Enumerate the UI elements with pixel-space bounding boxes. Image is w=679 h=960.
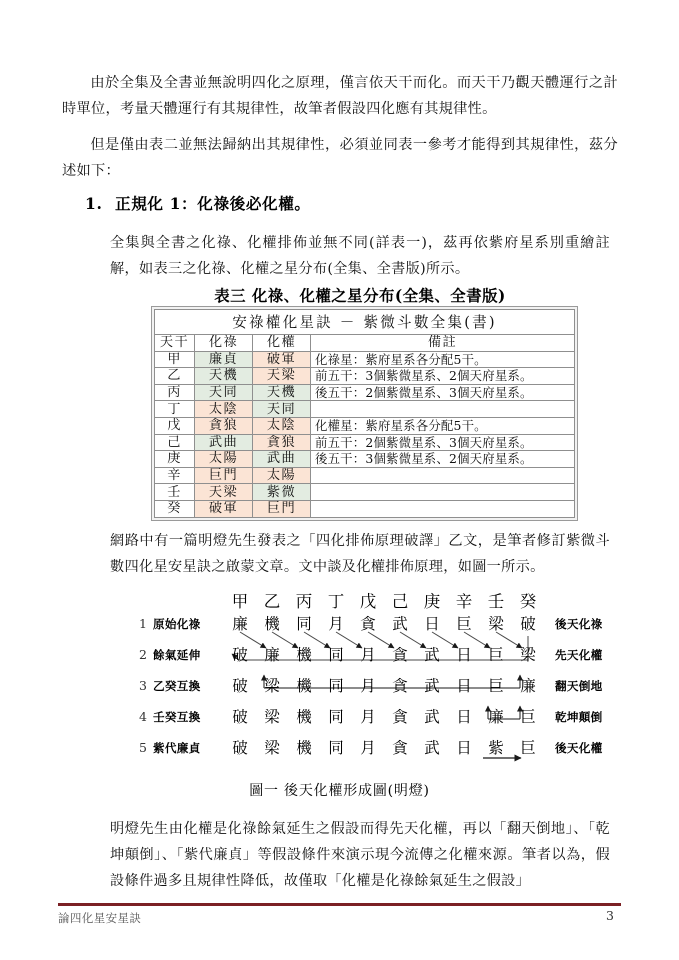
diagram-star-cell: 廉	[520, 677, 536, 695]
diagram-stem-label: 辛	[455, 592, 473, 611]
cell-hua-quan-star: 紫微	[253, 484, 311, 501]
diagram-star-cell: 月	[360, 708, 376, 726]
diagram-star-cell: 武	[424, 739, 440, 757]
cell-remark	[311, 401, 575, 418]
table-three-container	[151, 306, 578, 521]
diagram-star-cell: 日	[456, 677, 472, 695]
diagram-star-cell: 廉	[264, 646, 280, 664]
cell-heavenly-stem: 壬	[155, 484, 195, 501]
table-row	[155, 417, 575, 434]
diagram-row	[135, 738, 615, 764]
cell-hua-lu-star: 太陽	[195, 451, 253, 468]
diagram-star-cell: 日	[456, 646, 472, 664]
diagram-star-cell: 日	[456, 708, 472, 726]
diagram-star-cell: 巨	[488, 677, 504, 695]
diagram-row-label: 壬癸互換	[153, 710, 201, 724]
cell-hua-quan-star: 天同	[253, 401, 311, 418]
table-row	[155, 384, 575, 401]
diagram-stem-label: 丙	[295, 592, 313, 611]
column-header-quan: 化權	[253, 335, 311, 352]
diagram-star-cell: 同	[296, 615, 312, 633]
cell-heavenly-stem: 甲	[155, 351, 195, 368]
cell-hua-lu-star: 廉貞	[195, 351, 253, 368]
diagram-row	[135, 707, 615, 733]
diagram-star-cell: 貪	[392, 677, 408, 695]
diagram-stem-label: 庚	[423, 592, 441, 611]
table-caption-cell: 安祿權化星訣 － 紫微斗數全集(書)	[155, 310, 575, 335]
cell-hua-lu-star: 天同	[195, 384, 253, 401]
diagram-stem-label: 癸	[519, 592, 537, 611]
column-header-lu: 化祿	[195, 335, 253, 352]
cell-remark: 後五干：3個紫微星系、2個天府星系。	[311, 451, 575, 468]
table-row	[155, 500, 575, 517]
diagram-star-cell: 梁	[488, 615, 504, 633]
diagram-star-cell: 貪	[392, 646, 408, 664]
footer-page-number: 3	[606, 908, 614, 923]
cell-hua-quan-star: 天梁	[253, 368, 311, 385]
cell-hua-quan-star: 天機	[253, 384, 311, 401]
table-row	[155, 467, 575, 484]
list-item-label: 正規化 1：化祿後必化權。	[115, 194, 311, 213]
cell-heavenly-stem: 庚	[155, 451, 195, 468]
cell-hua-quan-star: 太陽	[253, 467, 311, 484]
cell-hua-lu-star: 天梁	[195, 484, 253, 501]
diagram-star-cell: 機	[296, 646, 312, 664]
cell-heavenly-stem: 丙	[155, 384, 195, 401]
diagram-star-cell: 武	[424, 708, 440, 726]
table-caption-row	[155, 310, 575, 335]
diagram-star-cell: 破	[232, 646, 248, 664]
diagram-star-cell: 廉	[232, 615, 248, 633]
diagram-star-cell: 月	[328, 615, 344, 633]
table-row	[155, 401, 575, 418]
diagram-row-result-label: 乾坤顛倒	[555, 710, 603, 724]
diagram-row	[135, 676, 615, 702]
cell-heavenly-stem: 癸	[155, 500, 195, 517]
cell-hua-quan-star: 破軍	[253, 351, 311, 368]
diagram-star-cell: 梁	[264, 708, 280, 726]
diagram-star-cell: 同	[328, 739, 344, 757]
diagram-row-index: 2	[139, 647, 147, 662]
diagram-star-cell: 巨	[520, 739, 536, 757]
diagram-row-label: 原始化祿	[153, 617, 201, 631]
table-header-row	[155, 335, 575, 352]
diagram-row-label: 紫代廉貞	[153, 741, 201, 755]
cell-hua-lu-star: 太陰	[195, 401, 253, 418]
diagram-row-label: 乙癸互換	[153, 679, 201, 693]
cell-remark: 前五干：2個紫微星系、3個天府星系。	[311, 434, 575, 451]
diagram-star-cell: 日	[456, 739, 472, 757]
cell-hua-lu-star: 貪狼	[195, 417, 253, 434]
cell-hua-quan-star: 貪狼	[253, 434, 311, 451]
cell-remark	[311, 484, 575, 501]
paragraph-intro-principle: 由於全集及全書並無說明四化之原理，僅言依天干而化。而天干乃觀天體運行之計時單位，考量天體運行有其規律性，故筆者假設四化應有其規律性。	[62, 75, 618, 117]
cell-hua-lu-star: 巨門	[195, 467, 253, 484]
list-item-number: 1.	[85, 194, 103, 213]
diagram-star-cell: 機	[296, 739, 312, 757]
cell-remark: 化權星：紫府星系各分配5干。	[311, 417, 575, 434]
diagram-star-cell: 紫	[488, 739, 504, 757]
diagram-star-cell: 機	[296, 677, 312, 695]
diagram-stem-label: 丁	[327, 592, 345, 611]
list-item-normalization-1	[85, 192, 605, 214]
diagram-stem-label: 乙	[263, 592, 281, 611]
table-row	[155, 434, 575, 451]
diagram-stem-label: 戊	[359, 592, 377, 611]
paragraph-table-three-intro: 全集與全書之化祿、化權排佈並無不同(詳表一)，茲再依紫府星系別重繪註解，如表三之化祿、化權之星分布(全集、全書版)所示。	[110, 235, 610, 277]
cell-hua-quan-star: 巨門	[253, 500, 311, 517]
diagram-row-index: 4	[139, 709, 147, 724]
diagram-stem-label: 壬	[487, 592, 505, 611]
diagram-star-cell: 貪	[392, 739, 408, 757]
table-row	[155, 451, 575, 468]
diagram-star-cell: 月	[360, 739, 376, 757]
cell-hua-quan-star: 武曲	[253, 451, 311, 468]
diagram-row-index: 1	[139, 616, 147, 631]
diagram-row-result-label: 後天化權	[555, 741, 603, 755]
diagram-star-cell: 武	[424, 646, 440, 664]
diagram-star-cell: 貪	[360, 615, 376, 633]
cell-heavenly-stem: 乙	[155, 368, 195, 385]
cell-heavenly-stem: 丁	[155, 401, 195, 418]
diagram-star-cell: 巨	[456, 615, 472, 633]
table-row	[155, 368, 575, 385]
diagram-star-cell: 破	[232, 739, 248, 757]
diagram-stem-label: 己	[391, 592, 409, 611]
cell-remark: 後五干：2個紫微星系、3個天府星系。	[311, 384, 575, 401]
cell-heavenly-stem: 辛	[155, 467, 195, 484]
diagram-star-cell: 破	[520, 615, 536, 633]
diagram-star-cell: 月	[360, 646, 376, 664]
diagram-star-cell: 巨	[488, 646, 504, 664]
cell-remark	[311, 500, 575, 517]
diagram-star-cell: 機	[264, 615, 280, 633]
diagram-star-cell: 機	[296, 708, 312, 726]
table-three-title: 表三 化祿、化權之星分布(全集、全書版)	[214, 287, 506, 305]
diagram-row-label: 餘氣延伸	[153, 648, 201, 662]
footer-rule	[58, 903, 621, 906]
diagram-star-cell: 巨	[520, 708, 536, 726]
cell-heavenly-stem: 己	[155, 434, 195, 451]
diagram-star-cell: 梁	[264, 739, 280, 757]
diagram-row-index: 3	[139, 678, 147, 693]
diagram-row-index: 5	[139, 740, 147, 755]
figure-one-diagram	[135, 592, 615, 767]
diagram-row-result-label: 先天化權	[555, 648, 603, 662]
paragraph-conclusion: 明燈先生由化權是化祿餘氣延生之假設而得先天化權，再以「翻天倒地」、「乾坤顛倒」、「紫代廉貞」等假設條件來演示現今流傳之化權來源。筆者以為，假設條件過多且規律性降低，故僅取「化權是化祿餘氣延生之假設」	[110, 821, 610, 889]
figure-one-caption: 圖一 後天化權形成圖(明燈)	[249, 783, 430, 799]
diagram-row-result-label: 翻天倒地	[555, 679, 603, 693]
cell-heavenly-stem: 戊	[155, 417, 195, 434]
diagram-star-cell: 廉	[488, 708, 504, 726]
diagram-star-cell: 同	[328, 646, 344, 664]
star-distribution-table	[154, 309, 575, 518]
paragraph-table-two-note: 但是僅由表二並無法歸納出其規律性，必須並同表一參考才能得到其規律性，茲分述如下：	[62, 137, 618, 179]
diagram-star-cell: 貪	[392, 708, 408, 726]
footer-title: 論四化星安星訣	[58, 911, 142, 925]
table-row	[155, 351, 575, 368]
cell-hua-quan-star: 太陰	[253, 417, 311, 434]
diagram-stem-label: 甲	[231, 592, 249, 611]
diagram-star-cell: 同	[328, 677, 344, 695]
cell-hua-lu-star: 武曲	[195, 434, 253, 451]
diagram-star-cell: 梁	[520, 646, 536, 664]
diagram-star-cell: 破	[232, 677, 248, 695]
paragraph-mingdeng-article: 網路中有一篇明燈先生發表之「四化排佈原理破譯」乙文，是筆者修訂紫微斗數四化星安星訣之啟蒙文章。文中談及化權排佈原理，如圖一所示。	[110, 533, 610, 575]
cell-remark	[311, 467, 575, 484]
diagram-star-cell: 武	[392, 615, 408, 633]
diagram-star-cell: 日	[424, 615, 440, 633]
diagram-star-cell: 破	[232, 708, 248, 726]
diagram-star-cell: 武	[424, 677, 440, 695]
diagram-star-cell: 梁	[264, 677, 280, 695]
diagram-row	[135, 614, 615, 640]
table-row	[155, 484, 575, 501]
diagram-star-cell: 月	[360, 677, 376, 695]
column-header-remark: 備註	[311, 335, 575, 352]
diagram-row-result-label: 後天化祿	[555, 617, 603, 631]
cell-hua-lu-star: 天機	[195, 368, 253, 385]
cell-remark: 化祿星：紫府星系各分配5干。	[311, 351, 575, 368]
diagram-row	[135, 645, 615, 671]
cell-hua-lu-star: 破軍	[195, 500, 253, 517]
column-header-stem: 天干	[155, 335, 195, 352]
cell-remark: 前五干：3個紫微星系、2個天府星系。	[311, 368, 575, 385]
diagram-star-cell: 同	[328, 708, 344, 726]
